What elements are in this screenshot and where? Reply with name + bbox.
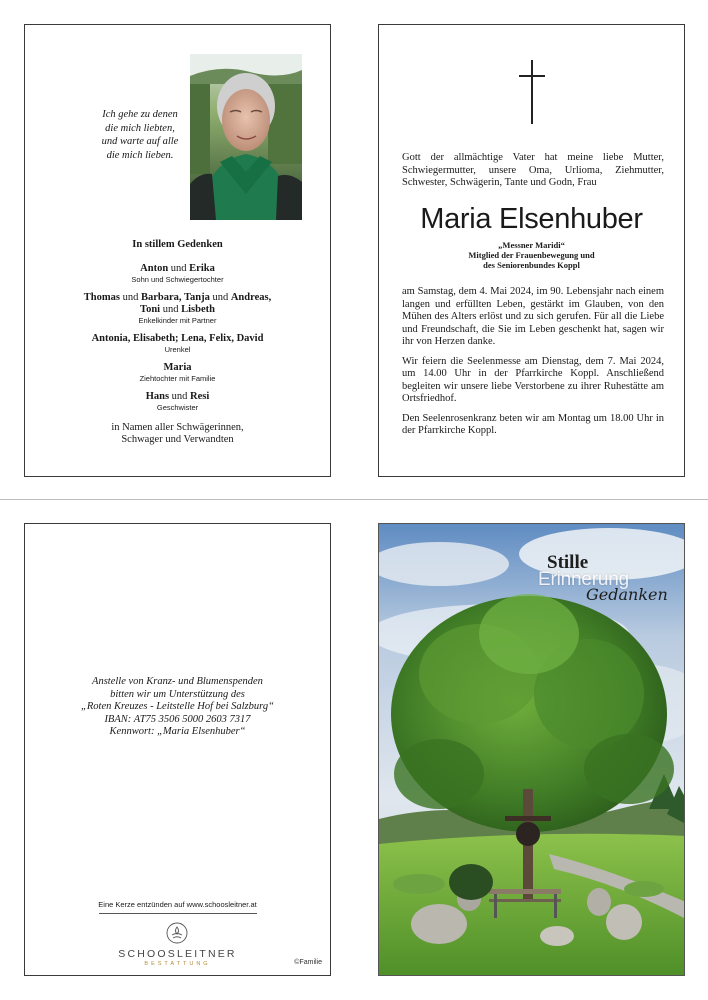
portrait-photo [190, 54, 302, 220]
poem-line: und warte auf alle [101, 136, 179, 147]
family-name: Hans [145, 390, 170, 402]
family-name: Maria [163, 361, 192, 373]
donation-line: bitten wir um Unterstützung des [110, 688, 245, 700]
cross-icon-bar [519, 75, 545, 77]
funeral-home-name: SCHOOSLEITNER [118, 948, 237, 960]
family-name: Antonia, Elisabeth; Lena, Felix, David [91, 332, 264, 344]
family-relation: Geschwister [156, 402, 199, 412]
poem-line: die mich liebten, [105, 122, 175, 134]
announcement-intro [402, 152, 664, 190]
memorial-heading: In stillem Gedenken [132, 239, 223, 250]
text-line: am Samstag, dem 4. Mai 2024, im 90. Lebensjahr nach einem [402, 286, 664, 297]
intro-line: Gott der allmächtige Vater hat meine liebe Mutter, [402, 152, 664, 163]
donation-line: „Roten Kreuzes - Leitstelle Hof bei Salzburg“ [81, 701, 274, 712]
family-names [25, 391, 330, 403]
card-back-panel [24, 523, 331, 976]
candle-link[interactable]: Eine Kerze entzünden auf www.schoosleitner.at [98, 900, 257, 909]
photo-copyright: ©Familie [294, 959, 322, 966]
deceased-name: Maria Elsenhuber [420, 203, 643, 235]
family-group [25, 263, 330, 284]
family-relation: Sohn und Schwiegertochter [131, 274, 224, 284]
family-conjunction: und [169, 390, 191, 402]
family-conjunction: und [160, 303, 182, 315]
cross-icon [531, 60, 533, 124]
rosary-paragraph [402, 413, 664, 438]
intro-line: Schwester, Schwägerin, Tante und Godn, Frau [402, 177, 597, 188]
family-names [25, 292, 330, 304]
card-inner-panel [378, 24, 685, 477]
photo-card-panel [378, 523, 685, 976]
closing-text [25, 422, 330, 447]
text-line: um 14.00 Uhr in der Pfarrkirche Koppl. Anschließend [402, 368, 664, 379]
donation-request [25, 676, 330, 739]
closing-line: in Namen aller Schwägerinnen, [111, 421, 244, 433]
family-group [25, 292, 330, 325]
text-line: begleiten wir unsere liebe Verstorbene zu ihrer Ruhestätte am [402, 380, 664, 392]
card-title-stille: Stille [547, 552, 589, 573]
family-conjunction: und [119, 291, 141, 303]
family-name: Resi [190, 390, 210, 402]
funeral-home-subtitle: BESTATTUNG [144, 961, 211, 967]
byline-line: Mitglied der Frauenbewegung und [468, 250, 595, 260]
text-line: Wir feiern die Seelenmesse am Dienstag, dem 7. Mai 2024, [402, 355, 664, 367]
family-names [25, 304, 330, 316]
byline-line: des Seniorenbundes Koppl [483, 260, 580, 270]
text-line: langen und erfüllten Leben, gestärkt im Glauben, von den [402, 298, 664, 310]
family-name: Anton [140, 262, 169, 274]
family-name: Barbara, Tanja [140, 291, 210, 303]
family-name: Andreas, [230, 291, 272, 303]
text-line: der Pfarrkirche Koppl. [402, 425, 497, 436]
closing-line: Schwager und Verwandten [121, 434, 234, 445]
memorial-list [25, 239, 330, 447]
family-relation: Ziehtochter mit Familie [139, 373, 216, 383]
family-name: Thomas [83, 291, 120, 303]
family-conjunction: und [209, 291, 231, 303]
family-name: Erika [189, 262, 215, 274]
family-relation: Enkelkinder mit Partner [138, 315, 217, 325]
candle-rule [99, 913, 257, 914]
family-names [25, 333, 330, 345]
keyword-line: Kennwort: „Maria Elsenhuber“ [109, 726, 246, 737]
card-title-erinnerung: Erinnerung [538, 569, 629, 590]
poem-line: die mich lieben. [106, 149, 174, 161]
deceased-byline [379, 240, 684, 270]
intro-line: Schwiegermutter, unsere Oma, Urlioma, Ziehmutter, [402, 164, 664, 176]
family-name: Toni [140, 303, 161, 315]
card-front-panel [24, 24, 331, 477]
text-line: Den Seelenrosenkranz beten wir am Montag um 18.00 Uhr in [402, 412, 664, 424]
text-line: und Freundschaft, die Sie im Leben geschenkt hat, sagen wir [402, 323, 664, 335]
iban-line: IBAN: AT75 3506 5000 2603 7317 [104, 713, 251, 725]
family-conjunction: und [168, 262, 190, 274]
family-names [25, 263, 330, 275]
family-group [25, 362, 330, 383]
poem-line: Ich gehe zu denen [102, 109, 178, 120]
card-title-gedanken: Gedanken [586, 585, 668, 604]
text-line: Ortsfriedhof. [402, 393, 457, 404]
fold-divider [0, 499, 708, 500]
family-name: Lisbeth [181, 303, 215, 315]
funeral-home-logo-icon [166, 922, 188, 944]
death-notice-paragraph [402, 286, 664, 349]
family-relation: Urenkel [164, 344, 191, 354]
funeral-mass-paragraph [402, 356, 664, 406]
family-group [25, 333, 330, 354]
announcement-body [402, 286, 664, 445]
text-line: ihr von Herzen danke. [402, 336, 496, 347]
family-names [25, 362, 330, 374]
byline-line: „Messner Maridi“ [498, 240, 565, 250]
text-line: Mühen des Alters erlöst und zu sich gerufen. Für all die Liebe [402, 311, 664, 322]
donation-line: Anstelle von Kranz- und Blumenspenden [92, 676, 263, 687]
family-group [25, 391, 330, 412]
